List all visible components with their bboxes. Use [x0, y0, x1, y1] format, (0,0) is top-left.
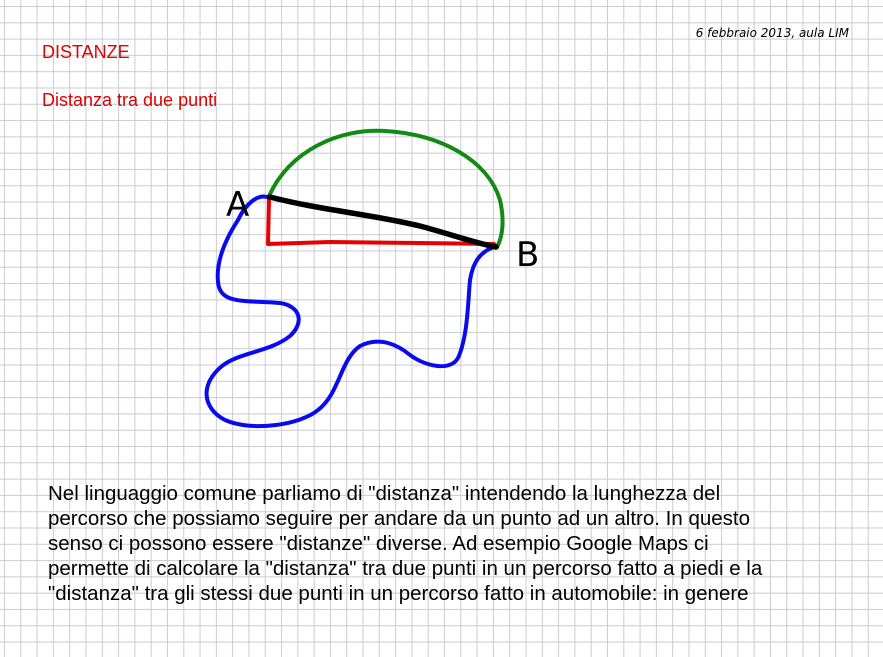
paragraph-line: "distanza" tra gli stessi due punti in un percorso fatto in automobile: in genere [48, 582, 749, 605]
page-title: DISTANZE [42, 42, 130, 62]
winding-path [207, 197, 494, 427]
body-paragraph [48, 481, 848, 606]
paragraph-line: permette di calcolare la "distanza" tra due punti in un percorso fatto a piedi e la [48, 557, 763, 580]
paragraph-line: senso ci possono essere "distanze" diverse. Ad esempio Google Maps ci [48, 532, 709, 555]
straight-segment [270, 197, 496, 247]
paragraph-line: percorso che possiamo seguire per andare da un punto ad un altro. In questo [48, 507, 751, 530]
arc-path [269, 131, 503, 247]
section-subtitle: Distanza tra due punti [42, 90, 218, 110]
point-a-label: A [226, 185, 250, 225]
date-label: 6 febbraio 2013, aula LIM [695, 26, 849, 40]
point-b-label: B [516, 235, 540, 275]
paragraph-line: Nel linguaggio comune parliamo di "distanza" intendendo la lunghezza del [48, 482, 721, 505]
